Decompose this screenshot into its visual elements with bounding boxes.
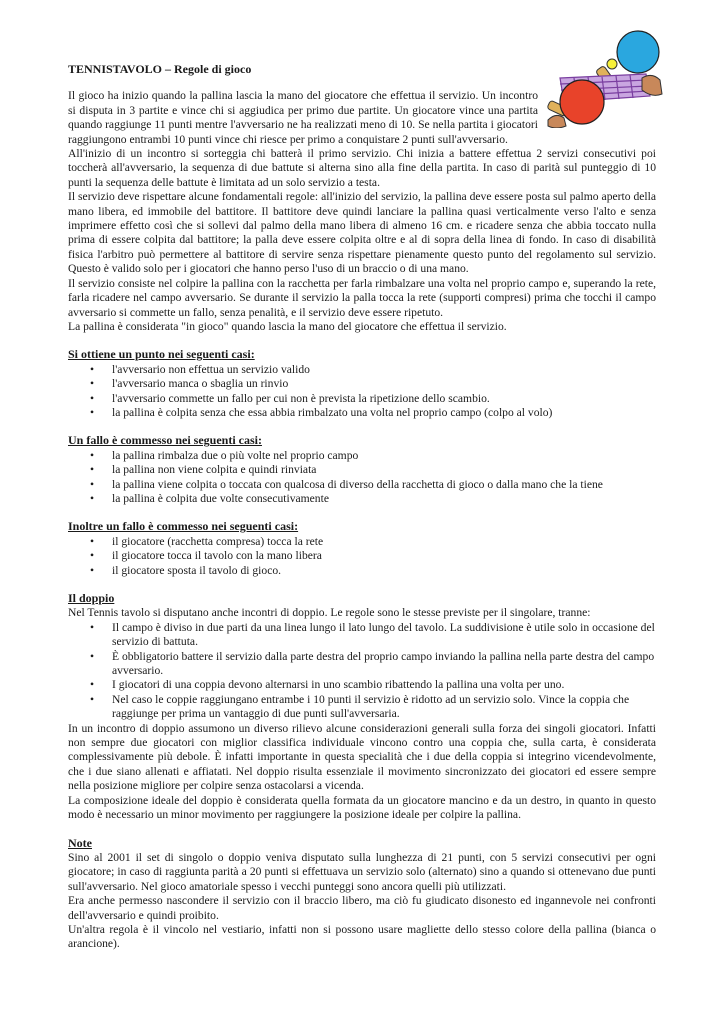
paragraph-serve-definition: Il servizio consiste nel colpire la pallina con la racchetta per farla rimbalzare una volta nel proprio campo e, superando la rete, farla ricadere nel campo avversario. Se durante il servizio la palla tocca la rete (supporti compresi) prima che tocchi il campo avversario si commette un fallo, senza penalità, e il servizio deve essere ripetuto.: [68, 276, 656, 319]
list-item: • I giocatori di una coppia devono alternarsi in uno scambio ribattendo la pallina una volta per uno.: [112, 678, 656, 692]
intro-paragraph: Il gioco ha inizio quando la pallina lascia la mano del giocatore che effettua il servizio. Un incontro si disputa in 3 partite e vince chi si aggiudica per primo due partite. Un giocatore vince una partita quando raggiunge 11 punti mentre l'avversario ne ha realizzati meno di 10. Se nella partita i giocatori raggiungono entrambi 10 punti vince chi riesce per primo a conquistare 2 punti sull'avversario.: [68, 89, 538, 146]
points-list: [68, 363, 656, 421]
list-item: • la pallina è colpita senza che essa abbia rimbalzato una volta nel proprio campo (colpo al volo): [112, 406, 656, 420]
list-item: • il giocatore tocca il tavolo con la mano libera: [112, 549, 656, 563]
paragraph-notes-clothing: Un'altra regola è il vincolo nel vestiario, infatti non si possono usare magliette dello stesso colore della pallina (bianca o arancione).: [68, 922, 656, 951]
document-page: [68, 62, 656, 952]
paragraph-serve-order: All'inizio di un incontro si sorteggia chi batterà il primo servizio. Chi inizia a battere effettua 2 servizi consecutivi poi toccherà all'avversario, la sequenza di due battute si alterna sino alla fine della partita. In caso di parità sul punteggio di 10 punti la sequenza delle battute è limitata ad un solo servizio a testa.: [68, 147, 656, 189]
section-heading-points: Si ottiene un punto nei seguenti casi:: [68, 347, 255, 362]
list-item: • l'avversario commette un fallo per cui non è prevista la ripetizione dello scambio.: [112, 392, 656, 406]
list-item: • il giocatore sposta il tavolo di gioco.: [112, 564, 656, 578]
section-heading-faults-more: Inoltre un fallo è commesso nei seguenti casi:: [68, 519, 299, 534]
list-item: • Nel caso le coppie raggiungano entrambe i 10 punti il servizio è ridotto ad un servizio solo. Vince la coppia che raggiunge per prima un vantaggio di due punti sull'avversaria.: [112, 693, 656, 722]
faults-more-list: [68, 535, 656, 578]
paragraph-doubles-composition: La composizione ideale del doppio è considerata quella formata da un giocatore mancino e da un destro, in quanto in questo modo è necessario un minor movimento per raggiungere la posizione ideale per colpire la pallina.: [68, 793, 656, 822]
paragraph-ball-in-play: La pallina è considerata "in gioco" quando lascia la mano del giocatore che effettua il servizio.: [68, 319, 507, 333]
paragraph-serve-rules: Il servizio deve rispettare alcune fondamentali regole: all'inizio del servizio, la pallina deve essere posta sul palmo aperto della mano libera, ed immobile del battitore. Il battitore deve quindi lanciare la pallina quasi verticalmente verso l'alto e senza imprimere effetto così che si sollevi dal palmo della mano libera di almeno 16 cm. e ricadere senza che abbia toccato nulla prima di essere colpita dal battitore; la palla deve essere colpita oltre e al di sopra della linea di fondo. In caso di disabilità fisica l'arbitro può permettere al battitore di servire senza rispettare pienamente questo punto del regolamento sul servizio. Questo è valido solo per i giocatori che hanno perso l'uso di un braccio o di una mano.: [68, 190, 656, 276]
paragraph-notes-scoring: Sino al 2001 il set di singolo o doppio veniva disputato sulla lunghezza di 21 punti, con 5 servizi consecutivi per ogni giocatore; in caso di raggiunta parità a 20 punti si effettuava un servizio solo (alternato) sino a quando si ottenevano due punti sull'avversario. Nel gioco amatoriale spesso i vecchi punteggi sono ancora quelli più utilizzati.: [68, 850, 656, 893]
doubles-list: [68, 621, 656, 722]
faults-list: [68, 449, 656, 507]
doubles-intro: Nel Tennis tavolo si disputano anche incontri di doppio. Le regole sono le stesse previste per il singolare, tranne:: [68, 606, 591, 620]
paragraph-doubles-considerations: In un incontro di doppio assumono un diverso rilievo alcune considerazioni generali sulla forza dei singoli giocatori. Infatti non sempre due giocatori con miglior classifica individuale vincono contro una coppia che, sulla carta, è considerata complessivamente più debole. È infatti importante in questa specialità che i due della coppia si integrino vicendevolmente, che i due siano allenati e affiatati. Nel doppio risulta essenziale il movimento sincronizzato dei giocatori ed essere sempre nella posizione migliore per colpire senza ostacolarsi a vicenda.: [68, 721, 656, 793]
list-item: • la pallina è colpita due volte consecutivamente: [112, 492, 656, 506]
section-heading-notes: Note: [68, 835, 92, 850]
list-item: • È obbligatorio battere il servizio dalla parte destra del proprio campo inviando la pallina nella parte destra del campo avversario.: [112, 650, 656, 679]
section-heading-faults: Un fallo è commesso nei seguenti casi:: [68, 433, 262, 448]
list-item: • la pallina viene colpita o toccata con qualcosa di diverso della racchetta di gioco o dalla mano che la tiene: [112, 478, 656, 492]
list-item: • il giocatore (racchetta compresa) tocca la rete: [112, 535, 656, 549]
list-item: • l'avversario manca o sbaglia un rinvio: [112, 377, 656, 391]
paragraph-notes-hidden-serve: Era anche permesso nascondere il servizio con il braccio libero, ma ciò fu giudicato disonesto ed ingannevole nei confronti dell'avversario e quindi proibito.: [68, 894, 656, 922]
page-title: TENNISTAVOLO – Regole di gioco: [68, 62, 252, 76]
list-item: • l'avversario non effettua un servizio valido: [112, 363, 656, 377]
list-item: • la pallina non viene colpita e quindi rinviata: [112, 463, 656, 477]
list-item: • la pallina rimbalza due o più volte nel proprio campo: [112, 449, 656, 463]
list-item: • Il campo è diviso in due parti da una linea lungo il lato lungo del tavolo. La suddivisione è utile solo in occasione del servizio di battuta.: [112, 621, 656, 650]
section-heading-doubles: Il doppio: [68, 591, 115, 605]
